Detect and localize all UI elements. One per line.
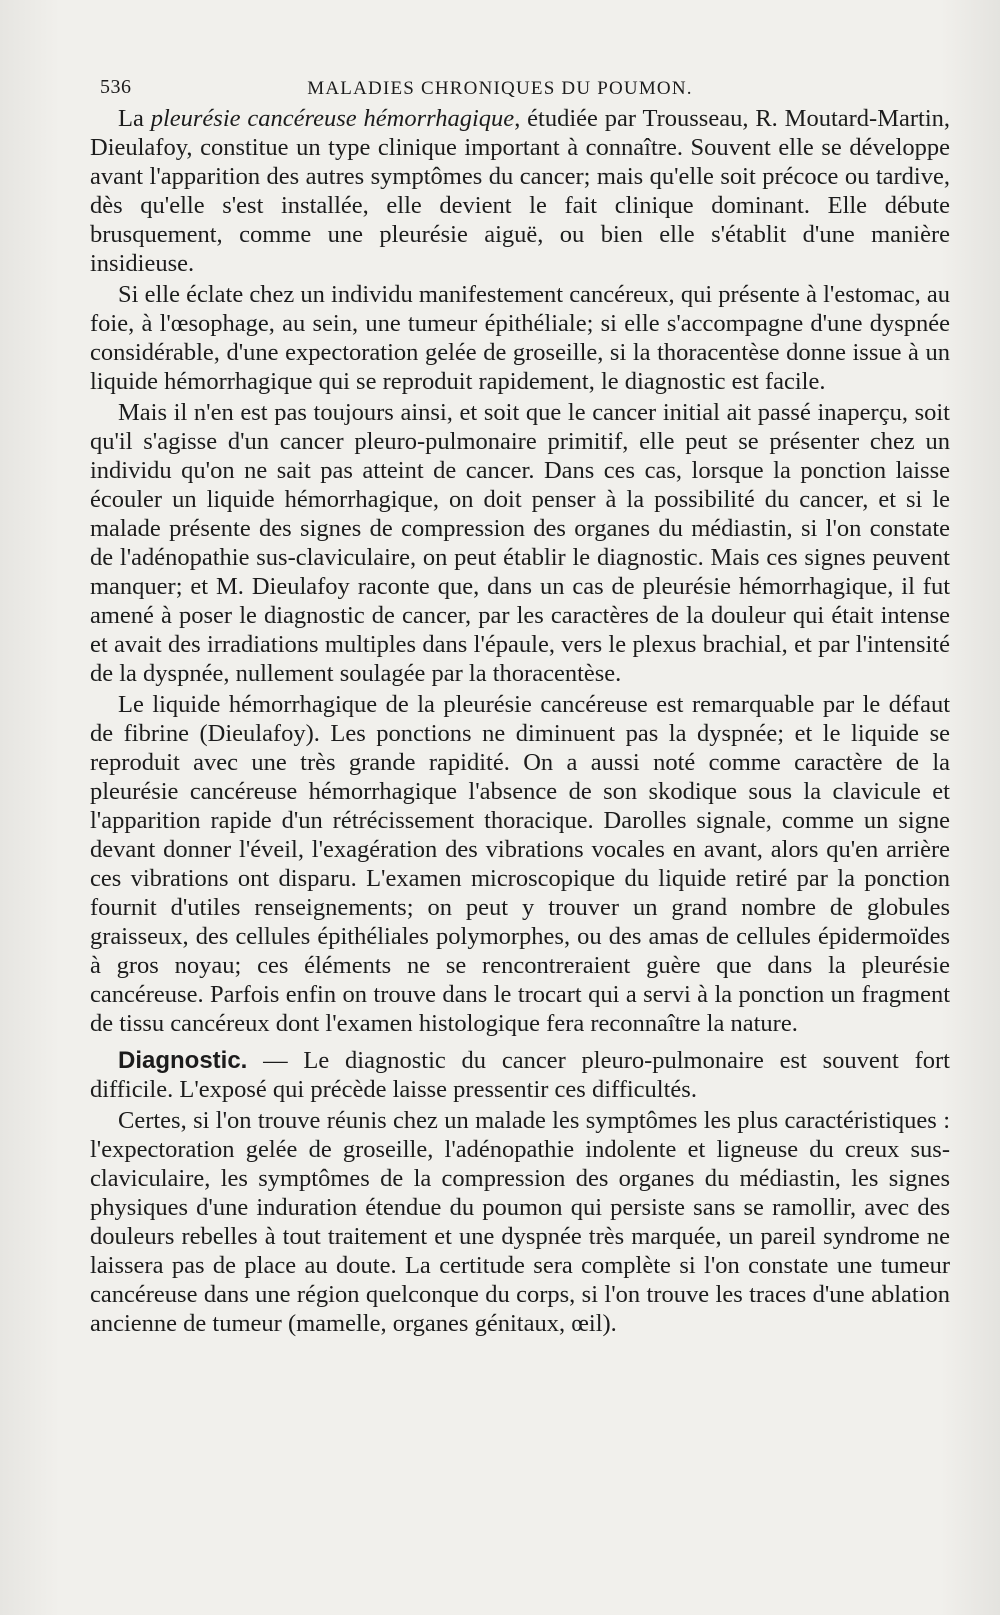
running-title: MALADIES CHRONIQUES DU POUMON. xyxy=(307,78,693,99)
italic-term: pleurésie cancéreuse hémorrhagique xyxy=(150,105,515,132)
page-header xyxy=(100,72,900,108)
paragraph-text: — Le diagnostic du cancer pleuro-pulmonaire est souvent fort difficile. L'exposé qui précède laisse pressentir ces difficultés. xyxy=(90,1047,950,1103)
paragraph xyxy=(90,104,950,278)
paragraph-lead: La xyxy=(118,105,144,132)
paragraph: Si elle éclate chez un individu manifestement cancéreux, qui présente à l'estomac, au foie, à l'œsophage, au sein, une tumeur épithéliale; si elle s'accompagne d'une dyspnée considérable, d'une expectoration gelée de groseille, si la thoracentèse donne issue à un liquide hémorrhagique qui se reproduit rapidement, le diagnostic est facile. xyxy=(90,281,950,395)
paragraph: Mais il n'en est pas toujours ainsi, et soit que le cancer initial ait passé inaperçu, soit qu'il s'agisse d'un cancer pleuro-pulmonaire primitif, elle peut se présenter chez un individu qu'on ne sait pas atteint de cancer. Dans ces cas, lorsque la ponction laisse écouler un liquide hémorrhagique, on doit penser à la possibilité du cancer, et si le malade présente des signes de compression des organes du médiastin, si l'on constate de l'adénopathie sus-claviculaire, on peut établir le diagnostic. Mais ces signes peuvent manquer; et M. Dieulafoy raconte que, dans un cas de pleurésie hémorrhagique, il fut amené à poser le diagnostic de cancer, par les caractères de la douleur qui était intense et avait des irradiations multiples dans l'épaule, vers le plexus brachial, et par l'intensité de la dyspnée, nullement soulagée par la thoracentèse. xyxy=(90,399,950,687)
paragraph: Le liquide hémorrhagique de la pleurésie cancéreuse est remarquable par le défaut de fibrine (Dieulafoy). Les ponctions ne diminuent pas la dyspnée; et le liquide se reproduit avec une très grande rapidité. On a aussi noté comme caractère de la pleurésie cancéreuse hémorrhagique l'absence de son skodique sous la clavicule et l'apparition rapide d'un rétrécissement thoracique. Darolles signale, comme un signe devant donner l'éveil, l'exagération des vibrations vocales en avant, alors qu'en arrière ces vibrations ont disparu. L'examen microscopique du liquide retiré par la ponction fournit d'utiles renseignements; on peut y trouver un grand nombre de globules graisseux, des cellules épithéliales polymorphes, ou des amas de cellules épidermoïdes à gros noyau; ces éléments ne se rencontreraient guère que dans la pleurésie cancéreuse. Parfois enfin on trouve dans le trocart qui a servi à la ponction un fragment de tissu cancéreux dont l'examen histologique fera reconnaître la nature. xyxy=(90,691,950,1037)
paragraph xyxy=(90,1046,950,1104)
section-heading: Diagnostic. xyxy=(118,1047,248,1074)
page-number: 536 xyxy=(100,76,132,98)
paragraph-text: , étudiée par Trousseau, R. Moutard-Martin, Dieulafoy, constitue un type clinique important à connaître. Souvent elle se développe avant l'apparition des autres symptômes du cancer; mais qu'elle soit précoce ou tardive, dès qu'elle s'est installée, elle devient le fait clinique dominant. Elle débute brusquement, comme une pleurésie aiguë, ou bien elle s'établit d'une manière insidieuse. xyxy=(90,105,951,277)
body-text xyxy=(90,104,950,1338)
paragraph: Certes, si l'on trouve réunis chez un malade les symptômes les plus caractéristiques : l'expectoration gelée de groseille, l'adénopathie indolente et ligneuse du creux sus-claviculaire, les symptômes de la compression des organes du médiastin, les signes physiques d'une induration étendue du poumon qui persiste sans se ramollir, avec des douleurs rebelles à tout traitement et une dyspnée très marquée, un pareil syndrome ne laissera pas de place au doute. La certitude sera complète si l'on constate une tumeur cancéreuse dans une région quelconque du corps, si l'on trouve les traces d'une ablation ancienne de tumeur (mamelle, organes génitaux, œil). xyxy=(90,1107,950,1337)
